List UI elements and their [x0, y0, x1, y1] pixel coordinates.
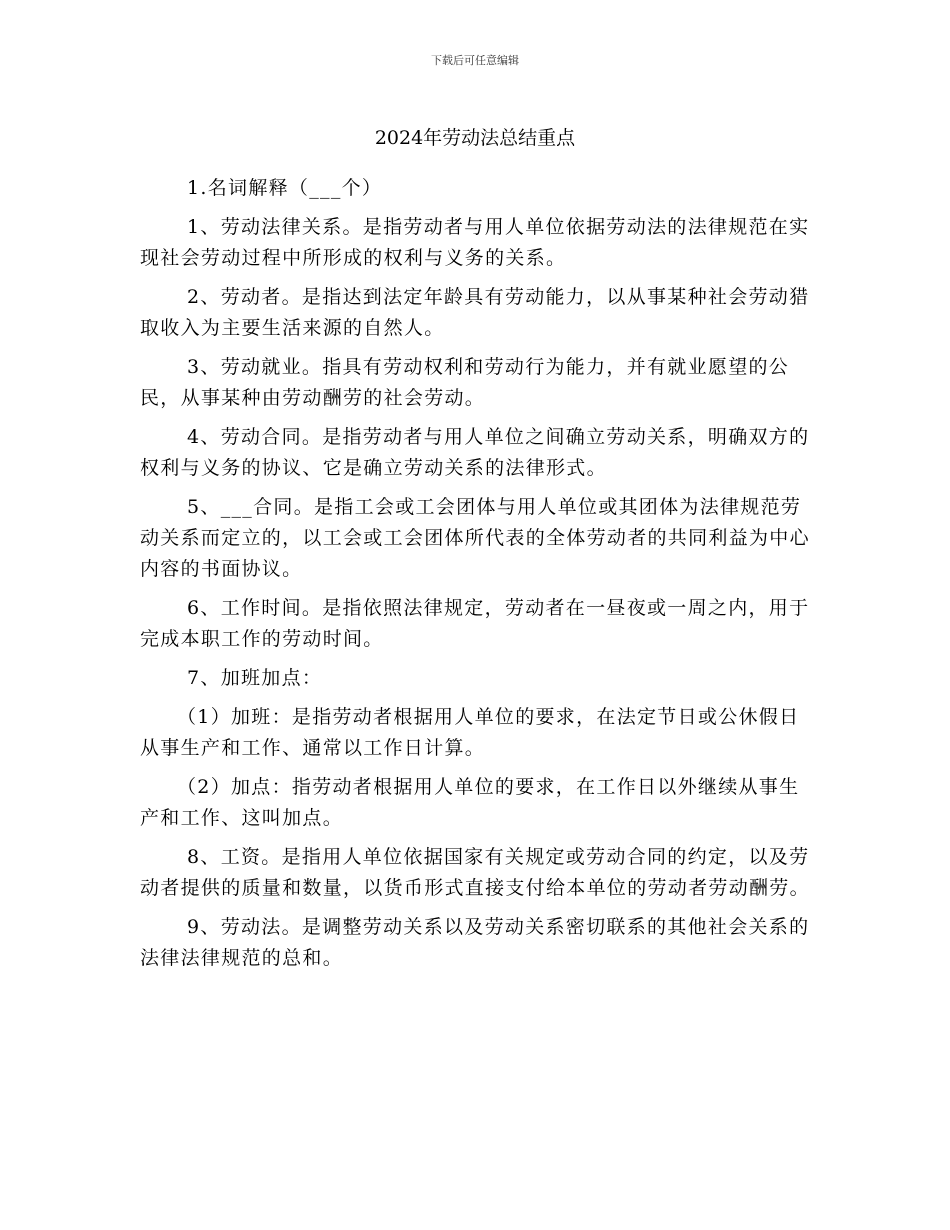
paragraph-definition-4: 4、劳动合同。是指劳动者与用人单位之间确立劳动关系，明确双方的权利与义务的协议、它是确立劳动关系的法律形式。	[140, 426, 810, 479]
paragraph-definition-2: 2、劳动者。是指达到法定年龄具有劳动能力，以从事某种社会劳动猎取收入为主要生活来源的自然人。	[140, 286, 810, 339]
paragraph-definition-7-2: （2）加点：指劳动者根据用人单位的要求，在工作日以外继续从事生产和工作、这叫加点。	[140, 776, 800, 829]
paragraph-definition-6: 6、工作时间。是指依照法律规定，劳动者在一昼夜或一周之内，用于完成本职工作的劳动时间。	[140, 597, 810, 650]
paragraph-definition-3: 3、劳动就业。指具有劳动权利和劳动行为能力，并有就业愿望的公民，从事某种由劳动酬劳的社会劳动。	[140, 356, 790, 409]
paragraph-definition-8: 8、工资。是指用人单位依据国家有关规定或劳动合同的约定，以及劳动者提供的质量和数量，以货币形式直接支付给本单位的劳动者劳动酬劳。	[140, 846, 810, 899]
paragraph-definition-5: 5、___合同。是指工会或工会团体与用人单位或其团体为法律规范劳动关系而定立的，以工会或工会团体所代表的全体劳动者的共同利益为中心内容的书面协议。	[140, 496, 810, 580]
document-body	[140, 173, 812, 982]
document-title: 2024年劳动法总结重点	[374, 127, 576, 149]
paragraph-definition-1: 1、劳动法律关系。是指劳动者与用人单位依据劳动法的法律规范在实现社会劳动过程中所形成的权利与义务的关系。	[140, 216, 810, 269]
page-header: 下载后可任意编辑	[431, 54, 519, 67]
paragraph-definition-9: 9、劳动法。是调整劳动关系以及劳动关系密切联系的其他社会关系的法律法律规范的总和。	[140, 916, 810, 969]
paragraph-definition-7-1: （1）加班：是指劳动者根据用人单位的要求，在法定节日或公休假日从事生产和工作、通常以工作日计算。	[140, 706, 800, 759]
paragraph-definition-7: 7、加班加点：	[187, 667, 323, 689]
section-heading: 1.名词解释（___个）	[187, 177, 383, 199]
